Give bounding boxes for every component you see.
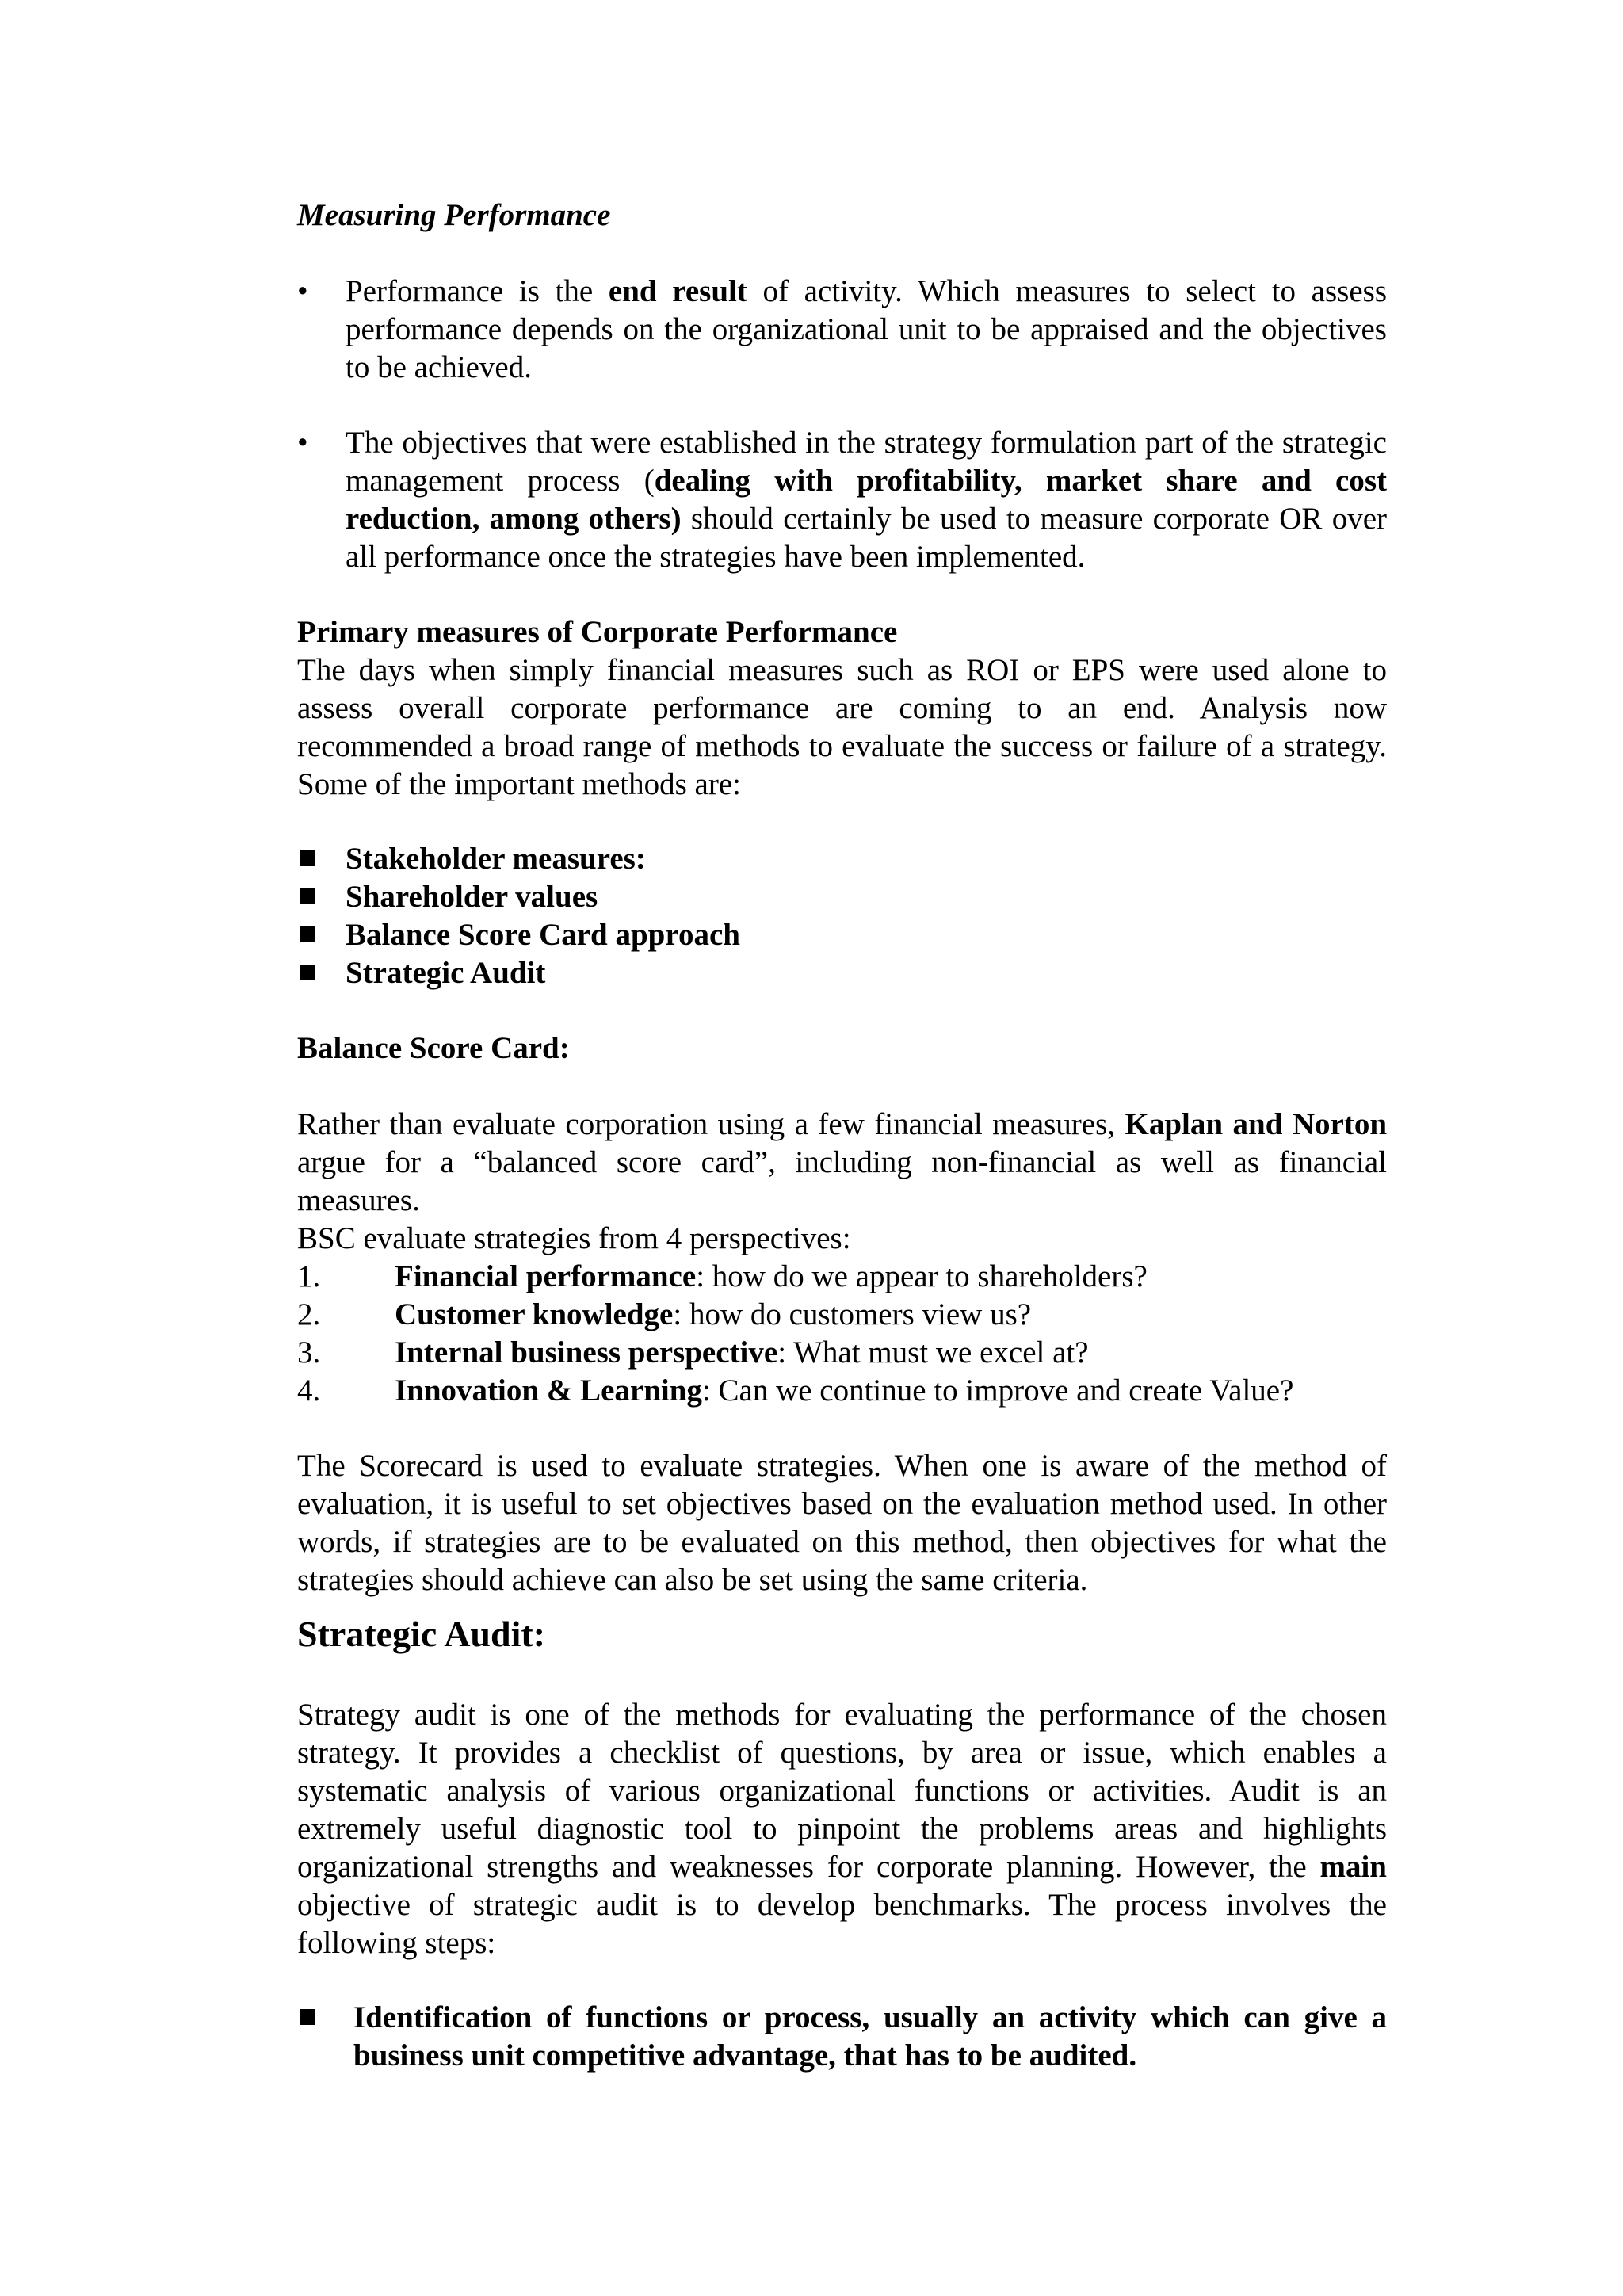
perspective-item: 4. Innovation & Learning: Can we continue to improve and create Value?	[297, 1373, 1294, 1408]
square-bullet-icon	[300, 2009, 315, 2025]
bullet-dot: •	[297, 426, 308, 460]
strategic-audit-paragraph: Strategy audit is one of the methods for evaluating the performance of the chosen strategy. It provides a checklist of questions, by area or issue, which enables a systematic analysis of various organizational functions or activities. Audit is an extremely useful diagnostic tool to pinpoint the problems areas and highlights organizational strengths and weaknesses for corporate planning. However, the main objective of strategic audit is to develop benchmarks. The process involves the following steps:	[297, 1698, 1387, 1960]
primary-measures-heading: Primary measures of Corporate Performance	[297, 615, 898, 649]
bullet-item-objectives	[297, 424, 1387, 576]
method-item: Shareholder values	[297, 878, 1387, 916]
bullet-item-performance	[297, 273, 1387, 387]
square-bullet-icon	[300, 850, 315, 866]
primary-measures-paragraph: The days when simply financial measures such as ROI or EPS were used alone to assess overall corporate performance are coming to an end. Analysis now recommended a broad range of methods to evaluate the success or failure of a strategy. Some of the important methods are:	[297, 653, 1387, 801]
scorecard-paragraph: The Scorecard is used to evaluate strategies. When one is aware of the method of evaluation, it is useful to set objectives based on the evaluation method used. In other words, if strategies are to be evaluated on this method, then objectives for what the strategies should achieve can also be set using the same criteria.	[297, 1449, 1387, 1597]
audit-step-text: Identification of functions or process, usually an activity which can give a business unit competitive advantage, that has to be audited.	[353, 2000, 1387, 2073]
perspective-item: 1. Financial performance: how do we appear to shareholders?	[297, 1259, 1148, 1293]
strategic-audit-heading: Strategic Audit:	[297, 1614, 546, 1654]
method-item: Strategic Audit	[297, 954, 1387, 992]
section-title-measuring-performance: Measuring Performance	[297, 198, 611, 232]
square-bullet-icon	[300, 926, 315, 942]
perspective-item: 3. Internal business perspective: What must we excel at?	[297, 1335, 1089, 1370]
bsc-intro-paragraph: Rather than evaluate corporation using a few financial measures, Kaplan and Norton argue for a “balanced score card”, including non-financial as well as financial measures.	[297, 1107, 1388, 1217]
bullet-text: Performance is the end result of activity. Which measures to select to assess performance depends on the organizational unit to be appraised and the objectives to be achieved.	[346, 274, 1387, 384]
bullet-text: The objectives that were established in the strategy formulation part of the strategic management process (dealing with profitability, market share and cost reduction, among others) should certainly be used to measure corporate OR over all performance once the strategies have been implemented.	[346, 426, 1387, 574]
method-item: Balance Score Card approach	[297, 916, 1387, 954]
method-item: Stakeholder measures:	[297, 840, 1387, 878]
square-bullet-icon	[300, 965, 315, 980]
perspective-item: 2. Customer knowledge: how do customers view us?	[297, 1297, 1032, 1331]
bullet-dot: •	[297, 274, 308, 308]
audit-step-item	[297, 1999, 1387, 2075]
bsc-perspectives-intro: BSC evaluate strategies from 4 perspectives:	[297, 1221, 851, 1255]
bsc-heading: Balance Score Card:	[297, 1031, 570, 1065]
square-bullet-icon	[300, 888, 315, 904]
